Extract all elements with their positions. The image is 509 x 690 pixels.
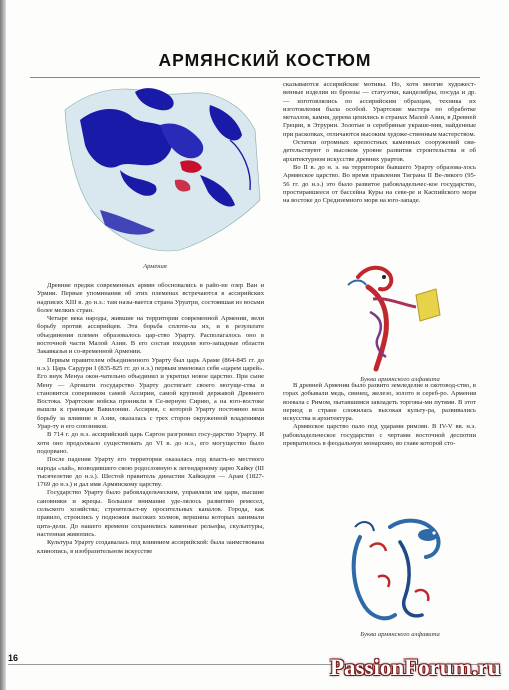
paragraph: Четыре века народы, жившие на территории современной Армении, вели борьбу против ассирийцев. Эта борьба сплоти-ла их, и в результате объединения племен образовалось цар-ство Урарту. Располагалось оно в восточной части Малой Азии. В его состав входили юго-западные области Закавказья и со-временной Армении. <box>37 315 264 356</box>
letter2-caption: Буква армянского алфавита <box>360 631 440 638</box>
armenia-map-illustration <box>60 80 265 260</box>
paragraph: В древней Армении было развито земледелие и скотовод-ство, в горах добывали медь, свинец, железо, золото и сереб-ро. Армения воевала с Римом, пытавшимся завладеть торговы-ми путями. В этот период в стране сложилась высокая культу-ра, развивались искусства и архитектура. <box>283 382 476 423</box>
paragraph: Государство Урарту было рабовладельческим, управляли им цари, высшие сановники и жрецы. Большое внимание уде-лялось развитию ремесел, сельского хозяйства; строительст-ву оросительных каналов. Города, как правило, строились у подножия высоких холмов, вершины которых занимали цита-дели. До нашего времени сохранились каменные рельефы, скульптуры, настенная живопись. <box>37 489 264 538</box>
paragraph: Древние предки современных армян обосновались в райо-не озер Ван и Урмии. Первые упоминания об этих племенах встречаются в ассирийских надписях XIII в. до н.э.: там назы-вается страна Уруатри, состоявшая из восьми более мелких стран. <box>37 282 264 314</box>
site-watermark: PassionForum.ru <box>330 655 501 680</box>
armenian-letter-illustration-1 <box>328 257 478 374</box>
armenian-letter-illustration-2 <box>330 497 470 629</box>
paragraph: Армянское царство пало под ударами римлян. В IV-V вв. н.э. рабовладельческое государство с чертами восточной деспотии превратилось в феодальную монархию, во главе которой сто- <box>283 423 476 448</box>
page-title: АРМЯНСКИЙ КОСТЮМ <box>158 50 372 70</box>
paragraph: После падения Урарту его территория оказалась под власть-ю местного народа «хай», возводившего свою родословную к легендарному царю Хайку (III тысячелетие до н.э.). Шестой правитель династии Хайкидов — Арам (1827-1769 до н.э.) и дал имя Армянскому царству. <box>37 456 264 489</box>
letter1-caption: Буква армянского алфавита <box>360 376 440 383</box>
left-text-column <box>37 282 264 650</box>
paragraph: сказываются ассирийские мотивы. Но, хотя многие художест-венные изделия из бронзы — статуэтки, канделябры, посуда и др. — изготовлялись по ассирийским образцам, техника их изготовления была особой. Урартские мастера по обработке металлов, камня, дерева ценились в странах Малой Азии, в Древней Греции, в Этрурии. Золотые и серебряные украше-ния, найденные при раскопках, отличаются высоким художе-ственным мастерством. <box>283 81 476 138</box>
paragraph: Культура Урарту создавалась под влиянием ассирийской: была заимствована клинопись, в изобразительном искусстве <box>37 539 264 555</box>
page-spine-shadow <box>0 0 6 690</box>
paragraph: Во II в. до н. э. на территории бывшего Урарту образова-лось Армянское царство. Во время правления Тиграна II Ве-ликого (95-56 гг. до н.э.) это было развитое рабовладельчес-кое государство, простиравшееся от бассейна Куры на севе-ре и Каспийского моря на востоке до Средиземного моря на юго-западе. <box>283 163 476 205</box>
paragraph: Остатки огромных крепостных каменных сооружений сви-детельствуют о высоком уровне развития строительства и об архитектурном искусстве древних урартов. <box>283 139 476 163</box>
page-number: 16 <box>8 653 19 663</box>
title-divider <box>30 77 480 78</box>
right-text-column-top <box>283 81 476 236</box>
paragraph: В 714 г. до н.э. ассирийский царь Саргон разгромил госу-дарство Урарту. И хотя оно продолжало существовать до VI в. до н.э., его могущество было подорвано. <box>37 431 264 455</box>
map-caption: Армения <box>143 263 167 270</box>
paragraph: Первым правителем объединенного Урарту был царь Араме (864-845 гг. до н.э.). Царь Сардури I (835-825 гг. до н.э.) первым именовал себя «царем царей». Его внук Менуа окон-чательно объединил и укрепил новое царство. При сыне Мену — Аргишти государство Урарту достигает своего могуще-ства и становится соперником самой Ассирии, самой крупной державой Древнего Востока. Урартские войска проникли в Се-верную Сирию, а на юго-востоке вышли к границам Вавилонии. Ассирия, с которой Урарту постоянно вела борьбу за влияние в Азии, оказалась с трех сторон окруженной владениями Урар-ту и его союзников. <box>37 356 264 431</box>
right-text-column-bottom <box>283 382 476 486</box>
